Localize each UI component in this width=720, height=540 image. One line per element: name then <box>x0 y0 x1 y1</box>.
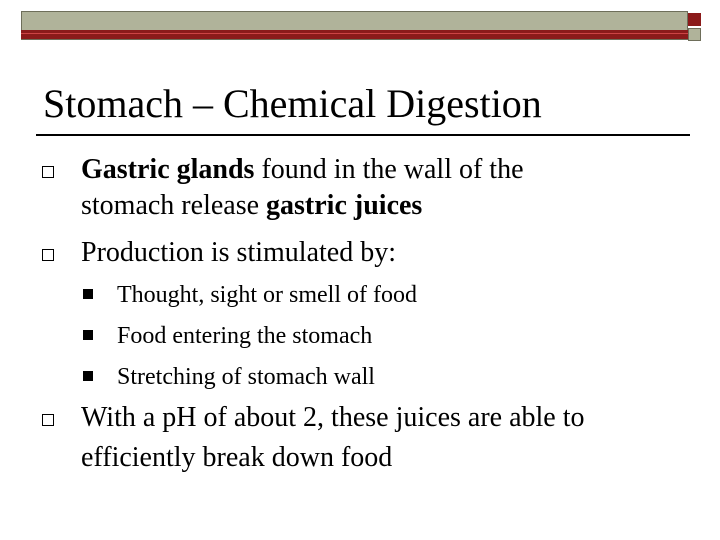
hollow-square-bullet-icon <box>42 166 54 178</box>
bold-term: Gastric glands <box>81 154 255 185</box>
slide-title: Stomach – Chemical Digestion <box>43 81 542 126</box>
sub-bullet-2: Food entering the stomach <box>117 323 373 349</box>
hollow-square-bullet-icon <box>42 414 54 426</box>
bullet-text: found in the wall of the <box>254 154 524 185</box>
sub-bullet-1: Thought, sight or smell of food <box>117 282 417 308</box>
bullet-3-line-1: With a pH of about 2, these juices are able to <box>81 402 585 433</box>
filled-square-bullet-icon <box>83 289 93 299</box>
bullet-1-line-2 <box>81 189 422 223</box>
bullet-1-line-1 <box>81 153 524 187</box>
filled-square-bullet-icon <box>83 330 93 340</box>
filled-square-bullet-icon <box>83 371 93 381</box>
sub-bullet-3: Stretching of stomach wall <box>117 364 375 390</box>
bullet-2: Production is stimulated by: <box>81 237 396 268</box>
bullet-text: stomach release <box>81 190 267 221</box>
bullet-3-line-2: efficiently break down food <box>81 442 393 473</box>
hollow-square-bullet-icon <box>42 249 54 261</box>
bold-term: gastric juices <box>266 190 423 221</box>
